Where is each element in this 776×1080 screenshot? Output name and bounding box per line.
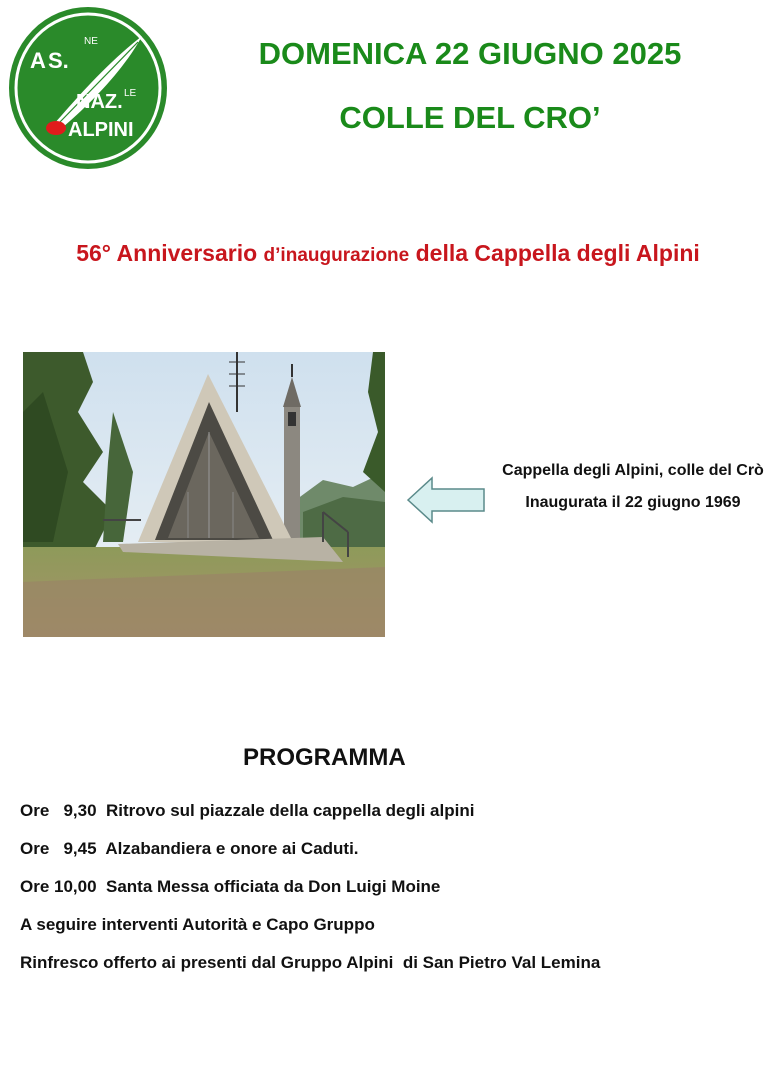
- programma-item: A seguire interventi Autorità e Capo Gruppo: [20, 915, 375, 934]
- caption-line2: Inaugurata il 22 giugno 1969: [525, 494, 741, 511]
- programma-item: Ore 10,00 Santa Messa officiata da Don Luigi Moine: [20, 877, 441, 896]
- logo-superscript-ne: NE: [84, 36, 98, 47]
- logo-superscript-le: LE: [124, 88, 137, 99]
- event-date: DOMENICA 22 GIUGNO 2025: [258, 36, 682, 71]
- ana-logo: [6, 4, 170, 172]
- caption-line1: Cappella degli Alpini, colle del Crò: [502, 462, 764, 479]
- photo-caption: [498, 460, 768, 524]
- anniversary-part3: della Cappella degli Alpini: [415, 240, 700, 266]
- chapel-photo-icon: [23, 352, 385, 637]
- anniversary-part1: 56° Anniversario: [76, 240, 258, 266]
- logo-naz: NAZ.: [76, 91, 123, 113]
- programma-item: Ore 9,45 Alzabandiera e onore ai Caduti.: [20, 839, 359, 858]
- ana-feather-logo-icon: [6, 4, 170, 172]
- anniversary-heading: [0, 240, 776, 267]
- logo-letter-s: S.: [48, 48, 69, 73]
- programma-list: [20, 800, 600, 990]
- programma-item: Ore 9,30 Ritrovo sul piazzale della cappella degli alpini: [20, 801, 475, 820]
- logo-alpini: ALPINI: [68, 119, 134, 141]
- left-arrow-icon: [406, 476, 486, 524]
- event-place: COLLE DEL CRO’: [339, 100, 601, 135]
- logo-letter-a: A: [30, 48, 46, 73]
- programma-title: PROGRAMMA: [243, 744, 406, 771]
- chapel-photo: [23, 352, 385, 637]
- anniversary-part2: d’inaugurazione: [263, 245, 410, 266]
- programma-item: Rinfresco offerto ai presenti dal Gruppo Alpini di San Pietro Val Lemina: [20, 953, 601, 972]
